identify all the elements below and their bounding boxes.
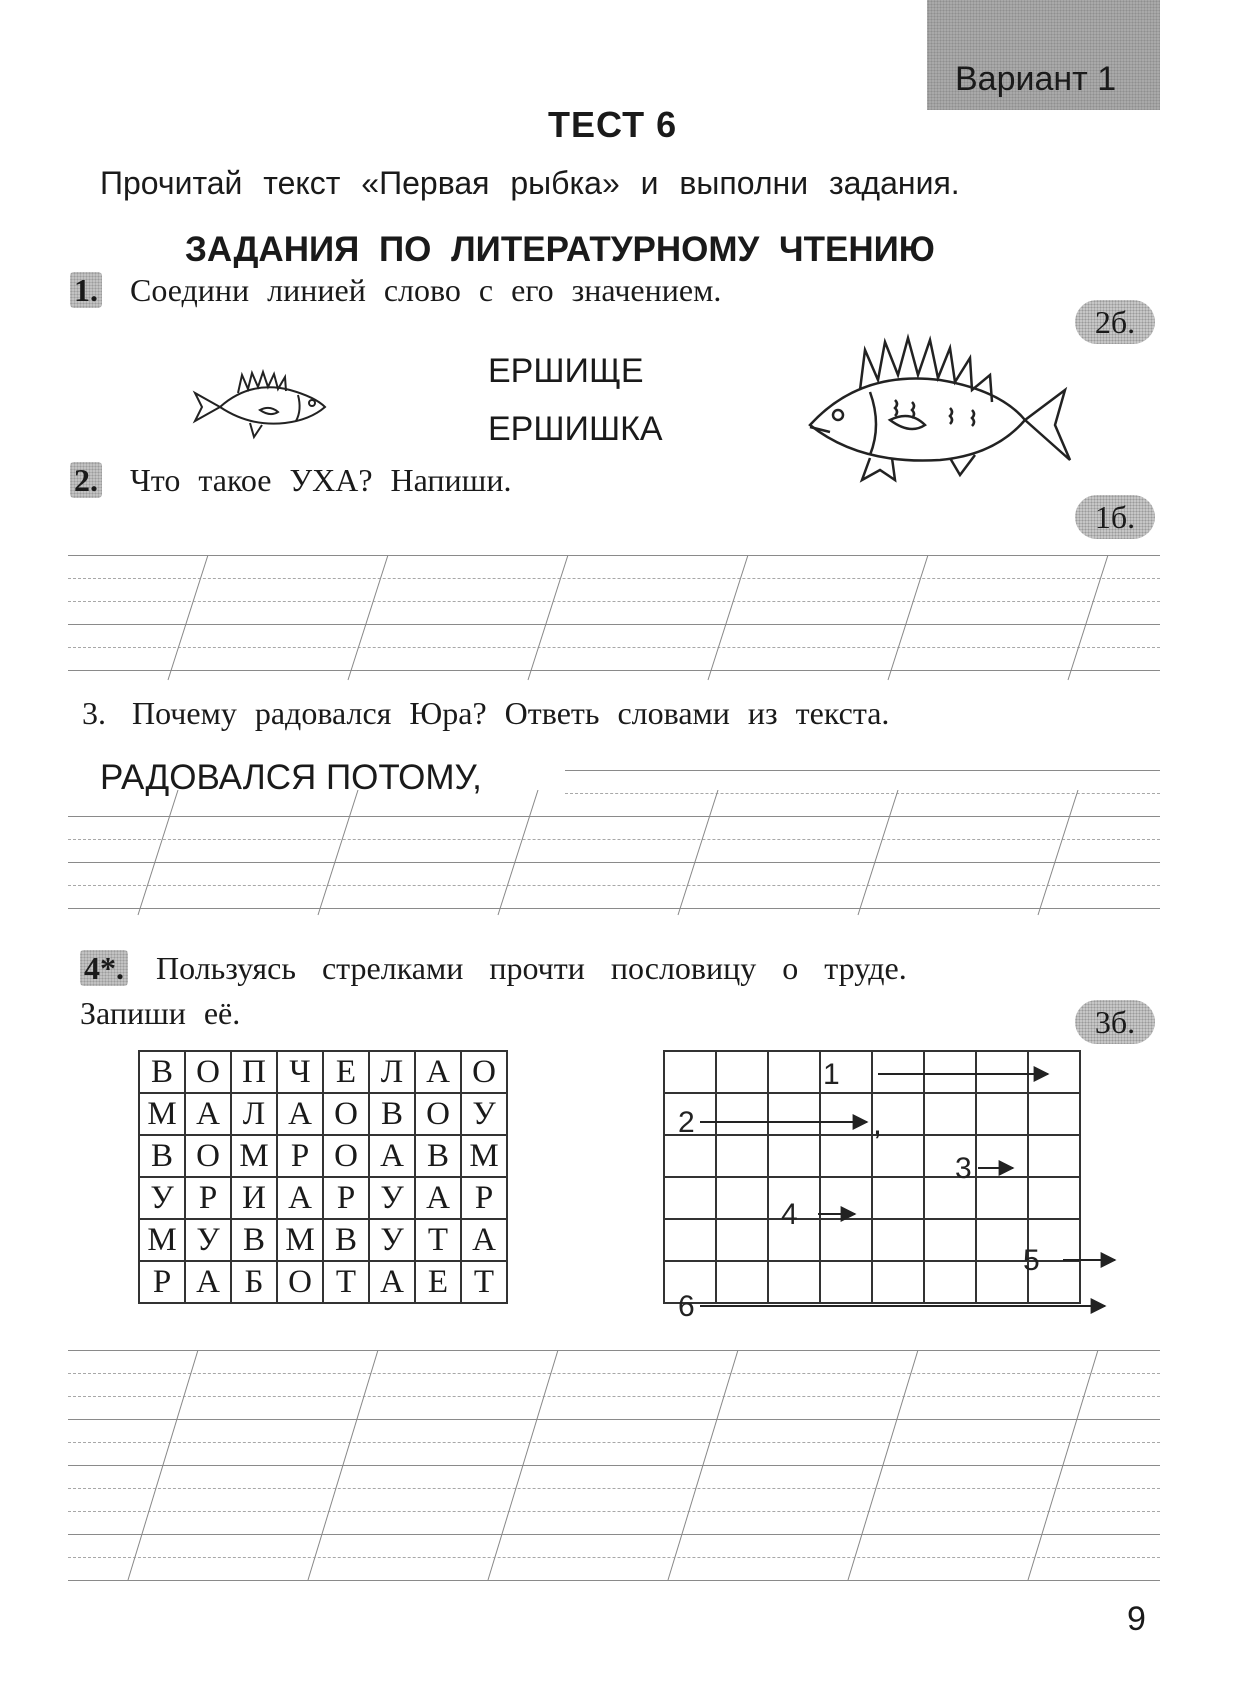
letter-cell: Ч (277, 1051, 323, 1093)
section-title: ЗАДАНИЯ ПО ЛИТЕРАТУРНОМУ ЧТЕНИЮ (185, 230, 935, 269)
letter-cell: Р (461, 1177, 507, 1219)
letter-cell: О (277, 1261, 323, 1303)
letter-cell: А (415, 1051, 461, 1093)
letter-cell: Б (231, 1261, 277, 1303)
arrow-label-1: 1 (823, 1058, 840, 1091)
task3-heading (82, 695, 1162, 732)
arrow-label-3: 3 (955, 1152, 972, 1185)
task2-number: 2. (70, 462, 102, 498)
letter-cell: В (323, 1219, 369, 1261)
arrow-markers (663, 1050, 1133, 1340)
arrow-label-4: 4 (781, 1198, 798, 1231)
writing-line (565, 770, 1160, 771)
small-fish-icon (190, 365, 330, 445)
variant-label: Вариант 1 (955, 60, 1117, 98)
task4-number: 4*. (80, 950, 128, 986)
letter-cell: У (139, 1177, 185, 1219)
slant-guide-lines (68, 1350, 1160, 1590)
letter-cell: О (185, 1051, 231, 1093)
test-title: ТЕСТ 6 (548, 104, 678, 145)
letter-cell: У (369, 1177, 415, 1219)
letter-cell: А (369, 1261, 415, 1303)
letter-cell: М (461, 1135, 507, 1177)
letter-cell: Р (185, 1177, 231, 1219)
comma-mark: , (873, 1105, 882, 1141)
intro-text: Прочитай текст «Первая рыбка» и выполни задания. (100, 165, 960, 201)
page-number: 9 (1127, 1600, 1146, 1638)
arrow-label-2: 2 (678, 1106, 695, 1139)
letter-cell: А (461, 1219, 507, 1261)
letter-cell: Л (369, 1051, 415, 1093)
letter-cell: Р (139, 1261, 185, 1303)
letter-cell: А (369, 1135, 415, 1177)
letter-cell: В (139, 1051, 185, 1093)
letter-cell: Т (323, 1261, 369, 1303)
letter-grid-row (139, 1219, 507, 1261)
task3-number: 3. (82, 695, 106, 731)
letter-cell: У (185, 1219, 231, 1261)
letter-cell: В (415, 1135, 461, 1177)
letter-grid-row (139, 1093, 507, 1135)
letter-cell: О (323, 1093, 369, 1135)
letter-cell: В (369, 1093, 415, 1135)
letter-cell: Л (231, 1093, 277, 1135)
task3-answer-start: РАДОВАЛСЯ ПОТОМУ, (100, 758, 482, 797)
letter-grid-row (139, 1261, 507, 1303)
word-ershishche: ЕРШИЩЕ (488, 352, 644, 390)
letter-cell: А (185, 1261, 231, 1303)
arrow-label-6: 6 (678, 1290, 695, 1323)
letter-cell: О (415, 1093, 461, 1135)
letter-grid-row (139, 1051, 507, 1093)
slant-guide-lines (68, 790, 1160, 920)
letter-cell: У (369, 1219, 415, 1261)
letter-cell: М (277, 1219, 323, 1261)
task1-heading (70, 272, 721, 309)
letter-cell: П (231, 1051, 277, 1093)
letter-cell: У (461, 1093, 507, 1135)
letter-cell: А (185, 1093, 231, 1135)
task1-text: Соедини линией слово с его значением. (130, 272, 722, 308)
letter-cell: Т (415, 1219, 461, 1261)
letter-cell: А (415, 1177, 461, 1219)
task2-heading (70, 462, 511, 499)
task1-points: 2б. (1075, 300, 1155, 344)
letter-cell: М (139, 1093, 185, 1135)
letter-cell: А (277, 1177, 323, 1219)
letter-cell: М (139, 1219, 185, 1261)
letter-grid (138, 1050, 508, 1304)
task4-heading (80, 950, 1162, 987)
letter-cell: А (277, 1093, 323, 1135)
letter-cell: Т (461, 1261, 507, 1303)
task1-number: 1. (70, 272, 102, 308)
arrow-label-5: 5 (1023, 1244, 1040, 1277)
big-fish-icon (800, 330, 1075, 490)
letter-grid-row (139, 1135, 507, 1177)
task3-text: Почему радовался Юра? Ответь словами из текста. (132, 695, 890, 731)
letter-cell: О (323, 1135, 369, 1177)
letter-cell: Р (277, 1135, 323, 1177)
letter-cell: Р (323, 1177, 369, 1219)
letter-cell: И (231, 1177, 277, 1219)
slant-guide-lines (68, 555, 1160, 685)
task2-text: Что такое УХА? Напиши. (130, 462, 512, 498)
letter-cell: О (461, 1051, 507, 1093)
task4-text-line2: Запиши её. (80, 995, 241, 1031)
letter-cell: М (231, 1135, 277, 1177)
task4-points: 3б. (1075, 1000, 1155, 1044)
letter-cell: Е (415, 1261, 461, 1303)
letter-cell: О (185, 1135, 231, 1177)
task2-points: 1б. (1075, 495, 1155, 539)
letter-cell: В (231, 1219, 277, 1261)
task4-text-line1: Пользуясь стрелками прочти пословицу о труде. (156, 950, 907, 986)
letter-cell: В (139, 1135, 185, 1177)
word-ershishka: ЕРШИШКА (488, 410, 663, 448)
letter-cell: Е (323, 1051, 369, 1093)
letter-grid-row (139, 1177, 507, 1219)
